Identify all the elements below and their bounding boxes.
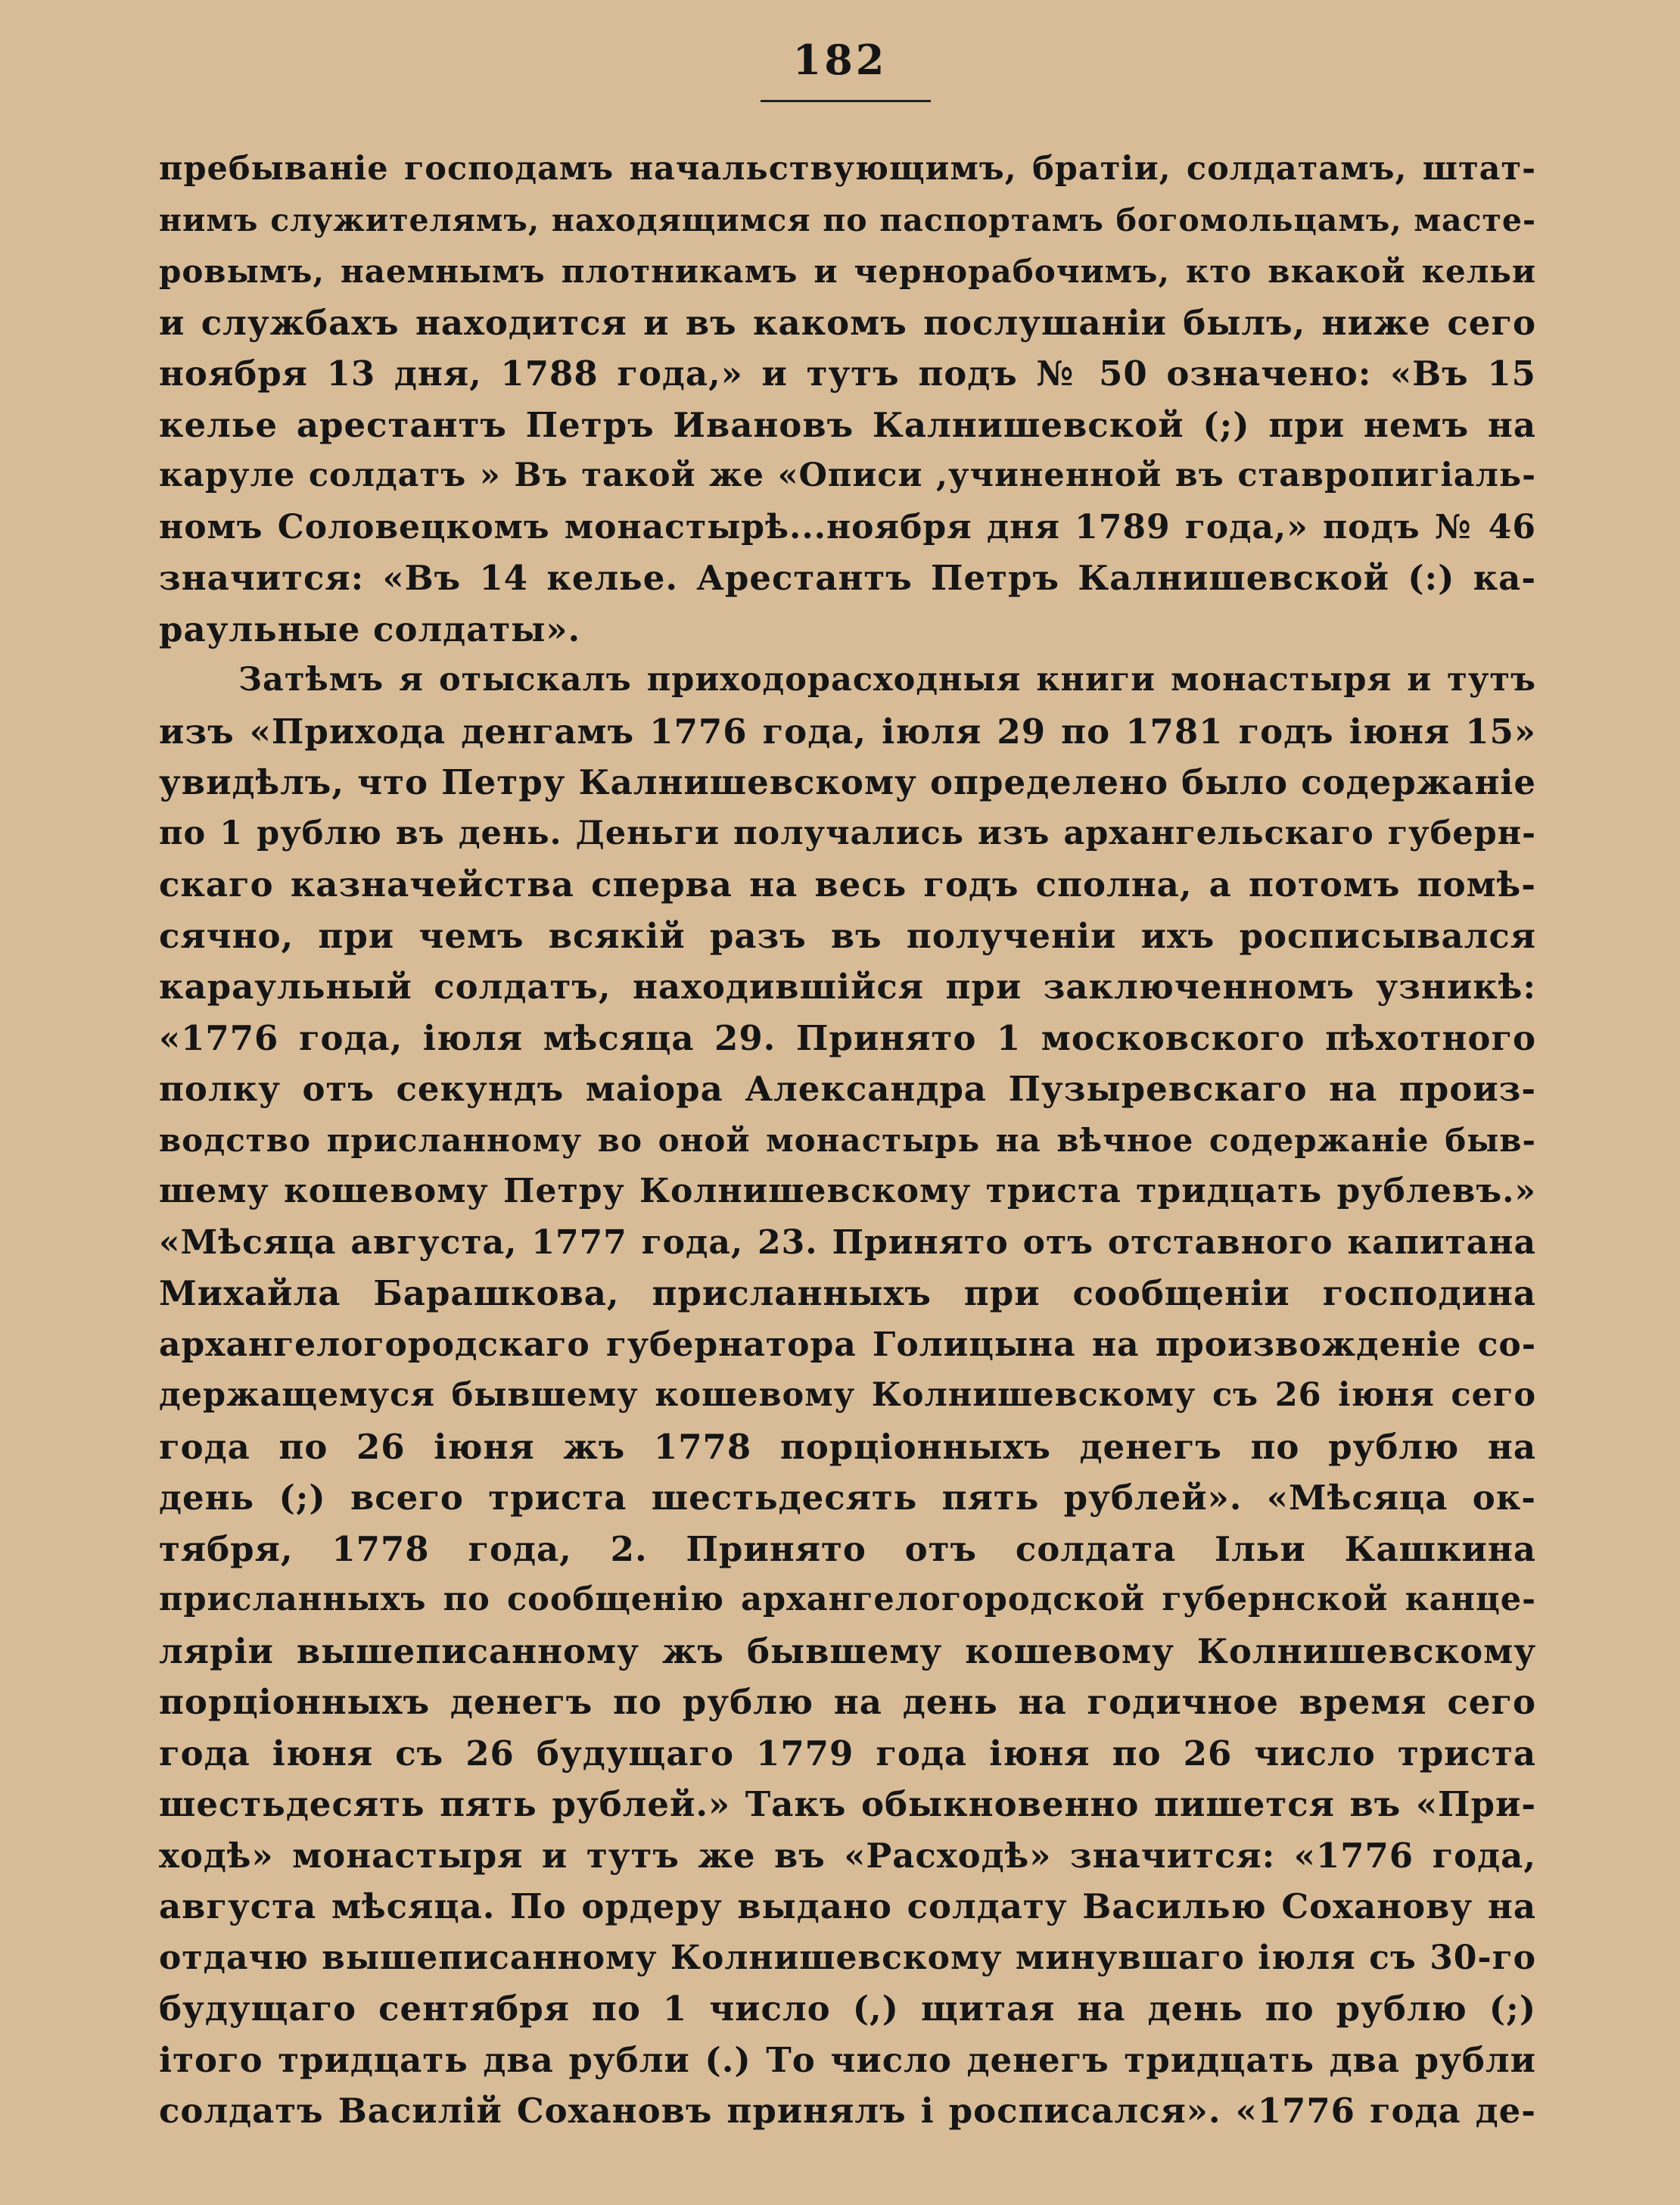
text-line: ходѣ» монастыря и тутъ же въ «Расходѣ» значится: «1776 года, xyxy=(159,1835,1536,1876)
page-number: 182 xyxy=(792,36,888,84)
text-line: день (;) всего триста шестьдесять пять рублей». «Мѣсяца ок- xyxy=(159,1478,1536,1518)
text-line: шему кошевому Петру Колнишевскому триста тридцать рублевъ.» xyxy=(159,1172,1536,1210)
body-text xyxy=(159,144,1536,2137)
text-line: тября, 1778 года, 2. Принято отъ солдата Ільи Кашкина xyxy=(159,1528,1536,1569)
text-line: держащемуся бывшему кошевому Колнишевскому съ 26 іюня сего xyxy=(159,1376,1536,1414)
text-line: полку отъ секундъ маіора Александра Пузыревскаго на произ- xyxy=(159,1069,1536,1109)
text-line: порціонныхъ денегъ по рублю на день на годичное время сего xyxy=(159,1682,1536,1722)
text-line: пребываніе господамъ начальствующимъ, братіи, солдатамъ, штат- xyxy=(159,150,1536,188)
text-line: значится: «Въ 14 келье. Арестантъ Петръ Калнишевской (:) ка- xyxy=(159,558,1536,598)
paragraph-start-line: Затѣмъ я отыскалъ приходорасходныя книги монастыря и тутъ xyxy=(238,661,1536,699)
text-line: караульный солдатъ, находившійся при заключенномъ узникѣ: xyxy=(159,967,1536,1007)
text-line: «Мѣсяца августа, 1777 года, 23. Принято отъ отставного капитана xyxy=(159,1222,1536,1262)
text-line: августа мѣсяца. По ордеру выдано солдату Василью Соханову на xyxy=(159,1886,1536,1926)
text-line: ляріи вышеписанному жъ бывшему кошевому Колнишевскому xyxy=(159,1630,1536,1671)
text-line: и службахъ находится и въ какомъ послушаніи былъ, ниже сего xyxy=(159,302,1536,343)
text-line: солдатъ Василій Сохановъ принялъ і росписался». «1776 года де- xyxy=(159,2091,1536,2131)
text-line: увидѣлъ, что Петру Калнишевскому определено было содержаніе xyxy=(159,762,1536,802)
text-line: водство присланному во оной монастырь на вѣчное содержаніе быв- xyxy=(159,1121,1536,1159)
text-line: скаго казначейства сперва на весь годъ сполна, а потомъ помѣ- xyxy=(159,864,1536,905)
text-line: келье арестантъ Петръ Ивановъ Калнишевской (;) при немъ на xyxy=(159,404,1536,445)
text-line: ітого тридцать два рубли (.) То число денегъ тридцать два рубли xyxy=(159,2039,1536,2080)
text-line: будущаго сентября по 1 число (,) щитая на день по рублю (;) xyxy=(159,1989,1536,2029)
text-line: года іюня съ 26 будущаго 1779 года іюня по 26 число триста xyxy=(159,1733,1536,1774)
text-line: присланныхъ по сообщенію архангелогородской губернской канце- xyxy=(159,1581,1536,1618)
text-line: ноября 13 дня, 1788 года,» и тутъ подъ № 50 означено: «Въ 15 xyxy=(159,353,1536,394)
text-line: сячно, при чемъ всякій разъ въ полученіи ихъ росписывался xyxy=(159,915,1536,956)
text-line: архангелогородскаго губернатора Голицына на произвожденіе со- xyxy=(159,1325,1536,1364)
text-line: отдачю вышеписанному Колнишевскому минувшаго іюля съ 30-го xyxy=(159,1938,1536,1977)
text-line: изъ «Прихода денгамъ 1776 года, іюля 29 по 1781 годъ іюня 15» xyxy=(159,711,1536,752)
text-line: года по 26 іюня жъ 1778 порціонныхъ денегъ по рублю на xyxy=(159,1426,1536,1467)
text-line: Михайла Барашкова, присланныхъ при сообщеніи господина xyxy=(159,1273,1536,1313)
text-line: по 1 рублю въ день. Деньги получались изъ архангельскаго губерн- xyxy=(159,814,1536,852)
text-line: ровымъ, наемнымъ плотникамъ и чернорабочимъ, кто вкакой кельи xyxy=(159,253,1536,290)
page-number-rule xyxy=(761,100,931,102)
text-line: каруле солдатъ » Въ такой же «Описи ,учиненной въ ставропигіаль- xyxy=(159,456,1536,494)
text-line: шестьдесять пять рублей.» Такъ обыкновенно пишется въ «При- xyxy=(159,1784,1536,1824)
text-line: нимъ служителямъ, находящимся по паспортамъ богомольцамъ, масте- xyxy=(159,201,1536,238)
text-line: «1776 года, іюля мѣсяца 29. Принято 1 московского пѣхотного xyxy=(159,1017,1536,1058)
text-line: раульные солдаты». xyxy=(159,609,581,649)
text-line: номъ Соловецкомъ монастырѣ...ноября дня 1789 года,» подъ № 46 xyxy=(159,507,1536,547)
